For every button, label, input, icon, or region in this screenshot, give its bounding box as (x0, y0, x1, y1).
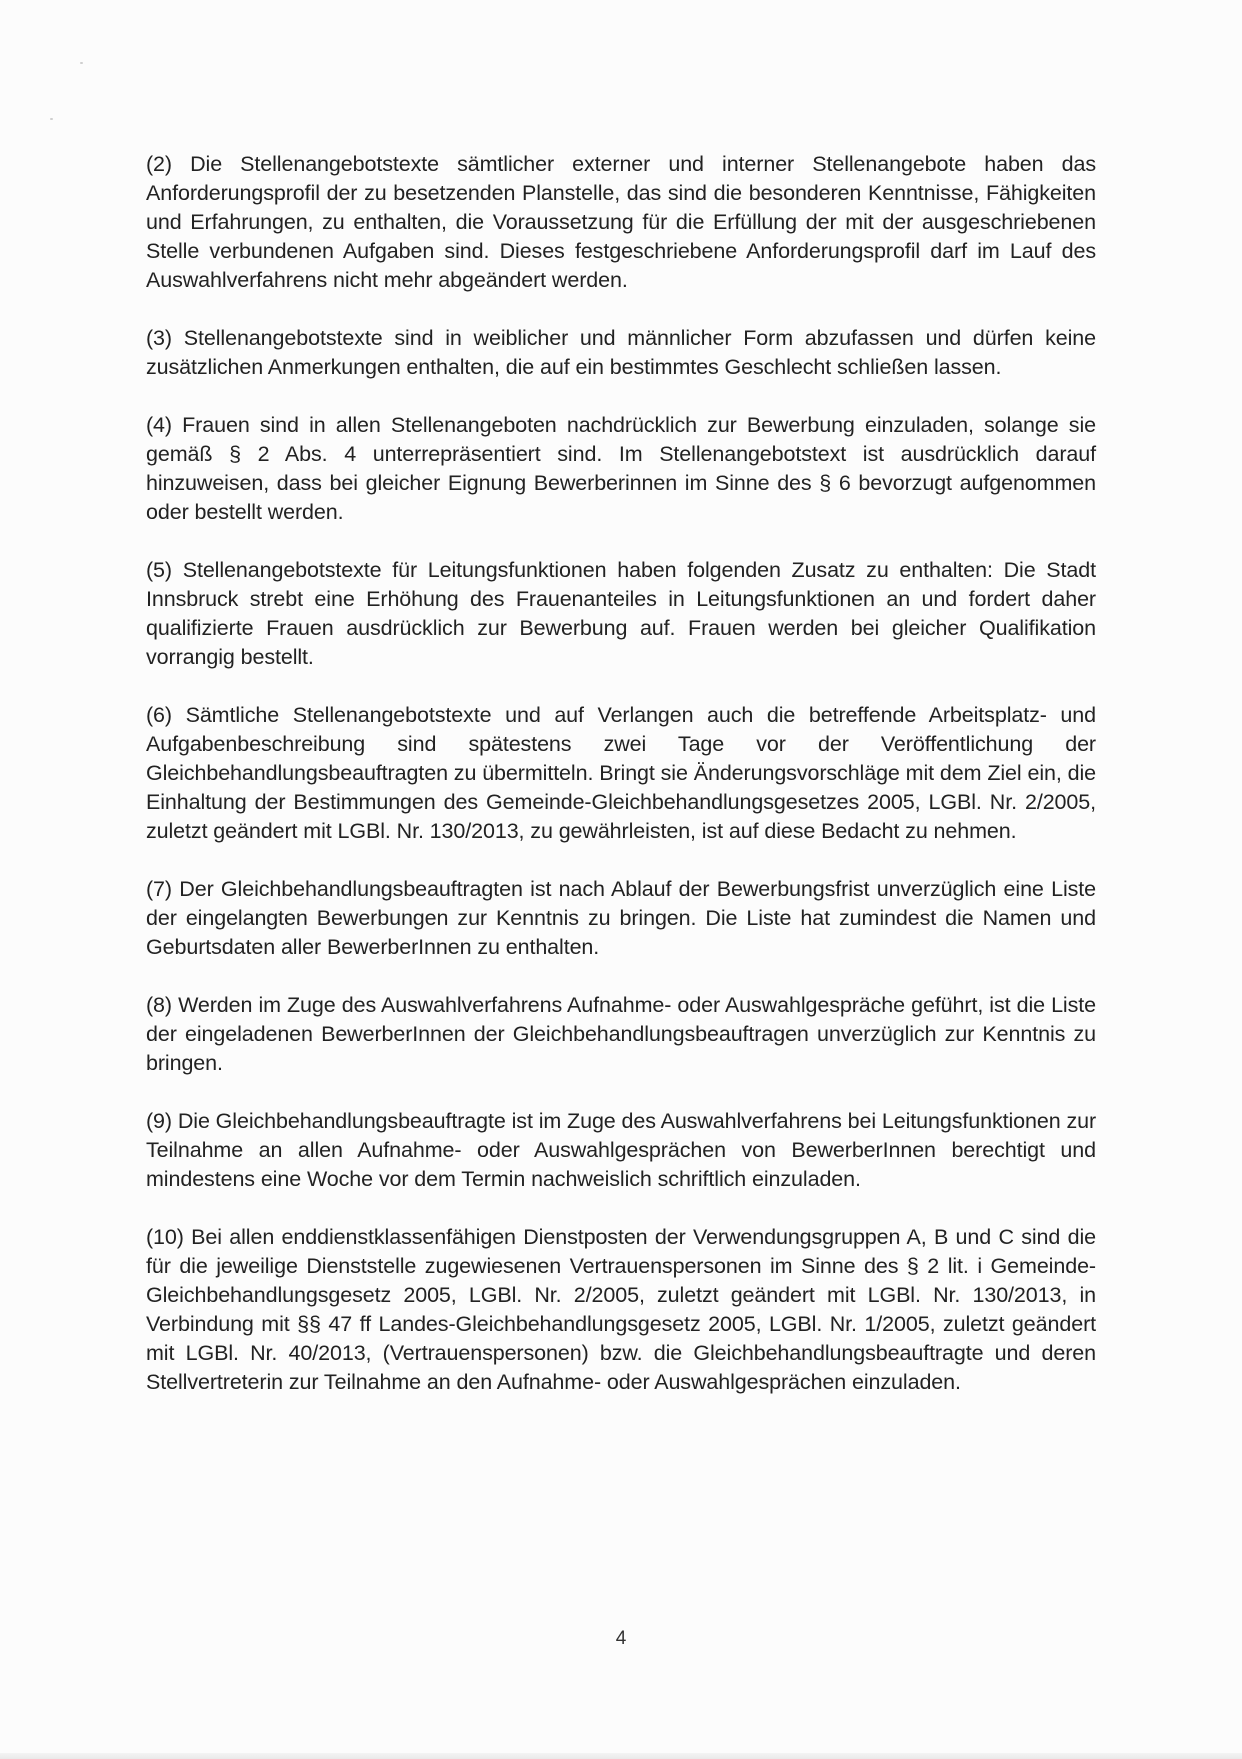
paragraph-7: (7) Der Gleichbehandlungsbeauftragten ist nach Ablauf der Bewerbungsfrist unverzüglich eine Liste der eingelangten Bewerbungen zur Kenntnis zu bringen. Die Liste hat zumindest die Namen und Geburtsdaten aller BewerberInnen zu enthalten. (146, 877, 1096, 959)
paragraph-6: (6) Sämtliche Stellenangebotstexte und auf Verlangen auch die betreffende Arbeitsplatz- und Aufgabenbeschreibung sind spätestens zwei Tage vor der Veröffentlichung der Gleichbehandlungsbeauftragten zu übermitteln. Bringt sie Änderungsvorschläge mit dem Ziel ein, die Einhaltung der Bestimmungen des Gemeinde-Gleichbehandlungsgesetzes 2005, LGBl. Nr. 2/2005, zuletzt geändert mit LGBl. Nr. 130/2013, zu gewährleisten, ist auf diese Bedacht zu nehmen. (146, 703, 1096, 843)
document-body (146, 150, 1096, 1397)
scan-bottom-edge (0, 1753, 1242, 1759)
scan-speck (80, 62, 83, 64)
paragraph-2: (2) Die Stellenangebotstexte sämtlicher externer und interner Stellenangebote haben das Anforderungsprofil der zu besetzenden Planstelle, das sind die besonderen Kenntnisse, Fähigkeiten und Erfahrungen, zu enthalten, die Voraussetzung für die Erfüllung der mit der ausgeschriebenen Stelle verbundenen Aufgaben sind. Dieses festgeschriebene Anforderungsprofil darf im Lauf des Auswahlverfahrens nicht mehr abgeändert werden. (146, 152, 1096, 292)
page-number: 4 (615, 1628, 627, 1649)
paragraph-8: (8) Werden im Zuge des Auswahlverfahrens Aufnahme- oder Auswahlgespräche geführt, ist die Liste der eingeladenen BewerberInnen der Gleichbehandlungsbeauftragen unverzüglich zur Kenntnis zu bringen. (146, 993, 1096, 1075)
paragraph-9: (9) Die Gleichbehandlungsbeauftragte ist im Zuge des Auswahlverfahrens bei Leitungsfunktionen zur Teilnahme an allen Aufnahme- oder Auswahlgesprächen von BewerberInnen berechtigt und mindestens eine Woche vor dem Termin nachweislich schriftlich einzuladen. (146, 1109, 1097, 1191)
paragraph-10: (10) Bei allen enddienstklassenfähigen Dienstposten der Verwendungsgruppen A, B und C sind die für die jeweilige Dienststelle zugewiesenen Vertrauenspersonen im Sinne des § 2 lit. i Gemeinde-Gleichbehandlungsgesetz 2005, LGBl. Nr. 2/2005, zuletzt geändert mit LGBl. Nr. 130/2013, in Verbindung mit §§ 47 ff Landes-Gleichbehandlungsgesetz 2005, LGBl. Nr. 1/2005, zuletzt geändert mit LGBl. Nr. 40/2013, (Vertrauenspersonen) bzw. die Gleichbehandlungsbeauftragte und deren Stellvertreterin zur Teilnahme an den Aufnahme- oder Auswahlgesprächen einzuladen. (146, 1225, 1096, 1394)
paragraph-5: (5) Stellenangebotstexte für Leitungsfunktionen haben folgenden Zusatz zu enthalten: Die Stadt Innsbruck strebt eine Erhöhung des Frauenanteiles in Leitungsfunktionen an und fordert daher qualifizierte Frauen ausdrücklich zur Bewerbung auf. Frauen werden bei gleicher Qualifikation vorrangig bestellt. (146, 558, 1096, 669)
scan-speck (50, 118, 53, 120)
paragraph-3: (3) Stellenangebotstexte sind in weiblicher und männlicher Form abzufassen und dürfen keine zusätzlichen Anmerkungen enthalten, die auf ein bestimmtes Geschlecht schließen lassen. (146, 326, 1096, 379)
paragraph-4: (4) Frauen sind in allen Stellenangeboten nachdrücklich zur Bewerbung einzuladen, solange sie gemäß § 2 Abs. 4 unterrepräsentiert sind. Im Stellenangebotstext ist ausdrücklich darauf hinzuweisen, dass bei gleicher Eignung Bewerberinnen im Sinne des § 6 bevorzugt aufgenommen oder bestellt werden. (146, 413, 1096, 524)
